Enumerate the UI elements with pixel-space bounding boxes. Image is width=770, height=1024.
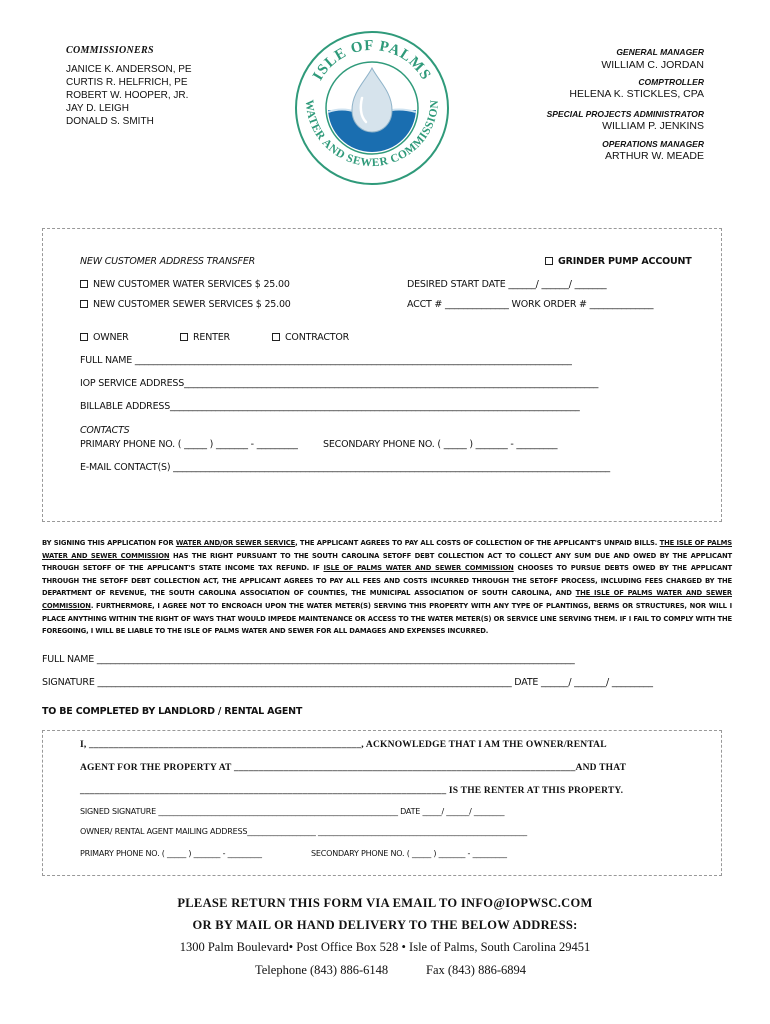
staff-name: HELENA K. STICKLES, CPA [569,88,704,100]
checkbox[interactable] [180,333,188,341]
logo-bottom-text: WATER AND SEWER COMMISSION [302,99,442,170]
sewer-services-option[interactable] [80,299,291,310]
billable-address-field[interactable]: BILLABLE ADDRESS__________________________________________________________________________________________ [80,401,580,412]
landlord-mailing-address-field[interactable]: OWNER/ RENTAL AGENT MAILING ADDRESS__________________ _______________________________________________________ [80,827,527,836]
staff-name: ARTHUR W. MEADE [605,150,704,162]
legal-agreement-text: BY SIGNING THIS APPLICATION FOR WATER AND/OR SEWER SERVICE, THE APPLICANT AGREES TO PAY ALL COSTS OF COLLECTION OF THE APPLICANT'S UNPAID BILLS. THE ISLE OF PALMS WATER AND SEWER COMMISSION HAS THE RIGHT PURSUANT TO THE SOUTH CAROLINA SETOFF DEBT COLLECTION ACT TO COLLECT ANY SUM DUE AND OWED BY THE APPLICANT THROUGH SETOFF OF THE APPLICANT'S STATE INCOME TAX REFUND. IF ISLE OF PALMS WATER AND SEWER COMMISSION CHOOSES TO PURSUE DEBTS OWED BY THE APPLICANT THROUGH THE SETOFF DEBT COLLECTION ACT, THE APPLICANT AGREES TO PAY ALL FEES AND COSTS INCURRED THROUGH THE SETOFF PROCESS, INCLUDING FEES CHARGED BY THE DEPARTMENT OF REVENUE, THE SOUTH CAROLINA ASSOCIATION OF COUNTIES, THE MUNICIPAL ASSOCIATION OF SOUTH CAROLINA, AND THE ISLE OF PALMS WATER AND SEWER COMMISSION. FURTHERMORE, I AGREE NOT TO ENCROACH UPON THE WATER METER(S) SERVING THIS PROPERTY WITH ANY TYPE OF PLANTINGS, BERMS OR STRUCTURES, NOR WILL I PLACE ANYTHING WITHIN THE RIGHT OF WAYS THAT WOULD IMPEDE MAINTENANCE OR ACCESS TO THE WATER METER(S) OR SERVICE LINE SERVING THEM. IF I FAIL TO COMPLY WITH THE FOREGOING, I WILL BE LIABLE TO THE ISLE OF PALMS WATER AND SEWER FOR ALL DAMAGES AND EXPENSES INCURRED. [42,539,733,636]
commissioner-name: JANICE K. ANDERSON, PE [66,64,192,75]
return-instructions-email: PLEASE RETURN THIS FORM VIA EMAIL TO INFO@IOPWSC.COM [177,896,593,910]
email-contact-field[interactable]: E-MAIL CONTACT(S) ________________________________________________________________________________________________ [80,462,610,473]
renter-option[interactable] [180,332,230,343]
customer-form-box [42,228,722,522]
contractor-label: CONTRACTOR [285,332,350,343]
desired-start-date-field[interactable]: DESIRED START DATE ______/ ______/ _______ [407,279,607,290]
owner-option[interactable] [80,332,129,343]
commissioner-name: DONALD S. SMITH [66,116,154,127]
telephone: Telephone (843) 886-6148 [255,963,389,977]
owner-label: OWNER [93,332,129,343]
secondary-phone-field[interactable]: SECONDARY PHONE NO. ( _____ ) _______ - _________ [323,439,558,450]
checkbox[interactable] [272,333,280,341]
property-address-line[interactable]: AGENT FOR THE PROPERTY AT _____________________________________________________________________AND THAT [80,763,627,773]
staff-name: WILLIAM P. JENKINS [602,120,704,132]
landlord-signature-field[interactable]: SIGNED SIGNATURE _______________________________________________________________ DATE _____/ ______/ ________ [80,807,505,816]
staff-title: OPERATIONS MANAGER [602,139,704,149]
sewer-services-label: NEW CUSTOMER SEWER SERVICES $ 25.00 [93,299,291,310]
commissioner-name: JAY D. LEIGH [66,103,129,114]
checkbox[interactable] [545,257,553,265]
contractor-option[interactable] [272,332,349,343]
commissioner-name: CURTIS R. HELFRICH, PE [66,77,188,88]
checkbox[interactable] [80,333,88,341]
fax: Fax (843) 886-6894 [426,963,526,977]
landlord-section-title: TO BE COMPLETED BY LANDLORD / RENTAL AGENT [42,706,303,717]
return-instructions-mail: OR BY MAIL OR HAND DELIVERY TO THE BELOW ADDRESS: [192,918,578,932]
renter-line[interactable]: __________________________________________________________________________ IS THE RENTER AT THIS PROPERTY. [80,786,624,796]
staff-title: GENERAL MANAGER [616,47,704,57]
isle-of-palms-logo [292,28,452,188]
commissioners-title: COMMISSIONERS [66,45,154,56]
landlord-primary-phone-field[interactable]: PRIMARY PHONE NO. ( _____ ) _______ - _________ [80,849,262,858]
renter-label: RENTER [193,332,230,343]
grinder-pump-label: GRINDER PUMP ACCOUNT [558,256,692,267]
checkbox[interactable] [80,300,88,308]
grinder-pump-option[interactable] [545,256,692,267]
section-title: NEW CUSTOMER ADDRESS TRANSFER [80,256,256,267]
landlord-secondary-phone-field[interactable]: SECONDARY PHONE NO. ( _____ ) _______ - _________ [311,849,507,858]
commissioner-name: ROBERT W. HOOPER, JR. [66,90,189,101]
water-services-label: NEW CUSTOMER WATER SERVICES $ 25.00 [93,279,290,290]
logo-top-text: ISLE OF PALMS [310,37,434,84]
full-name-field[interactable]: FULL NAME ________________________________________________________________________________________________ [80,355,572,366]
checkbox[interactable] [80,280,88,288]
water-drop-icon [352,68,392,132]
contacts-title: CONTACTS [80,425,130,436]
staff-title: SPECIAL PROJECTS ADMINISTRATOR [546,109,704,119]
mailing-address: 1300 Palm Boulevard• Post Office Box 528 • Isle of Palms, South Carolina 29451 [179,940,591,954]
primary-phone-field[interactable]: PRIMARY PHONE NO. ( _____ ) _______ - _________ [80,439,298,450]
acct-work-order-field[interactable]: ACCT # ______________ WORK ORDER # ______________ [407,299,654,310]
staff-title: COMPTROLLER [638,77,704,87]
staff-name: WILLIAM C. JORDAN [601,59,704,71]
applicant-signature-field[interactable]: SIGNATURE ___________________________________________________________________________________________ DATE ______/ _______/ _________ [42,677,653,688]
iop-service-address-field[interactable]: IOP SERVICE ADDRESS___________________________________________________________________________________________ [80,378,599,389]
acknowledge-line[interactable]: I, _______________________________________________________, ACKNOWLEDGE THAT I AM THE OWNER/RENTAL [80,740,607,750]
applicant-full-name-field[interactable]: FULL NAME _________________________________________________________________________________________________________ [42,654,575,665]
water-services-option[interactable] [80,279,290,290]
